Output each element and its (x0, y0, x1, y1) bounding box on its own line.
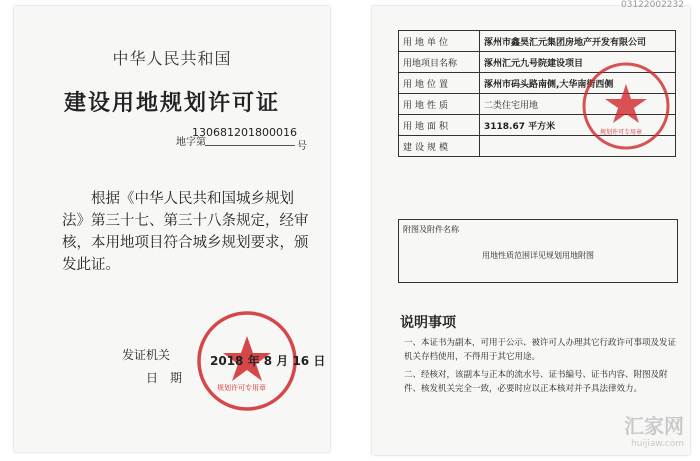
number-prefix: 地字第 (176, 137, 206, 148)
issuer-label: 发证机关 (122, 348, 171, 362)
row-value: 涿州市码头路南侧,大华南街西侧 (480, 73, 676, 94)
official-seal-stamp-icon (578, 58, 674, 154)
watermark-url: huijiaw.com (630, 439, 684, 449)
stamp-inner-text: 规划许可专用章 (217, 384, 266, 392)
watermark-brand: 汇家网 (624, 414, 684, 438)
right-certificate-page (372, 0, 690, 455)
row-label: 用地面积 (399, 115, 480, 136)
country-name: 中华人民共和国 (112, 49, 232, 68)
certificate-number: 130681201800016 (192, 126, 297, 139)
date-label: 日 期 (146, 371, 183, 385)
row-value: 涿州市鑫昊汇元集团房地产开发有限公司 (480, 31, 676, 52)
row-label: 建设规模 (399, 136, 480, 157)
row-value: 二类住宅用地 (480, 94, 676, 115)
left-certificate-page (14, 6, 330, 452)
row-value: 涿州汇元九号院建设项目 (480, 52, 676, 73)
stamp-inner-text: 规划许可专用章 (600, 129, 643, 136)
number-underline (205, 145, 295, 146)
issue-date: 2018 年 8 月 16 日 (210, 354, 326, 368)
row-label: 用地项目名称 (399, 52, 480, 73)
attachment-box (398, 219, 678, 283)
number-suffix: 号 (297, 141, 307, 152)
row-label: 用地位置 (399, 73, 480, 94)
attachment-label: 附图及附件名称 (403, 225, 459, 234)
note-item: 二、经核对，该副本与正本的流水号、证书编号、证书内容、附图及附件、核发机关完全一致，必要时应以正本核对并予具法律效力。 (404, 370, 668, 394)
row-value: 3118.67 平方米 (480, 115, 676, 136)
notes-title: 说明事项 (400, 315, 456, 331)
site-watermark (624, 410, 684, 449)
note-item: 一、本证书为副本，可用于公示、被许可人办理其它行政许可事项及发证机关存档使用，不得用于其它用途。 (404, 338, 677, 362)
certificate-title: 建设用地规划许可证 (63, 91, 280, 116)
serial-number: 03122002232 (621, 0, 684, 10)
row-label: 用地单位 (399, 31, 480, 52)
row-label: 用地性质 (399, 94, 480, 115)
table-row (399, 31, 676, 52)
attachment-value: 用地性质范围详见规划用地附图 (482, 251, 594, 260)
certificate-body-text: 根据《中华人民共和国城乡规划法》第三十七、第三十八条规定，经审核，本用地项目符合城乡规划要求，颁发此证。 (62, 191, 309, 273)
